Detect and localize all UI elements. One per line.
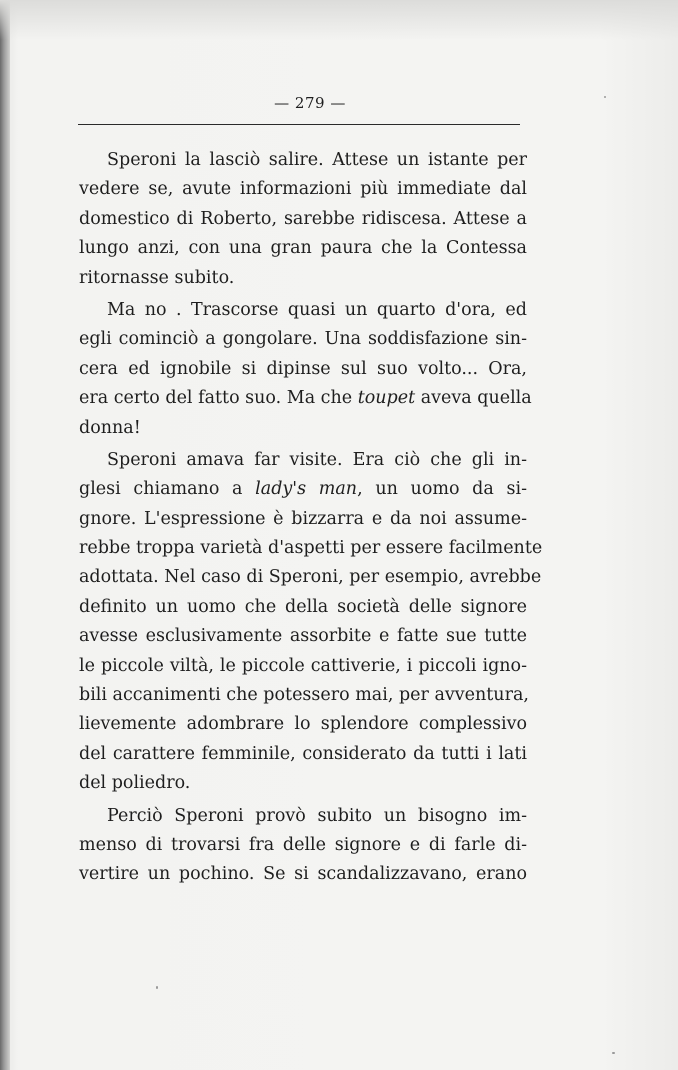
text-line: vedere se, avute informazioni più immediate dal [79,179,527,200]
body-text [79,146,543,890]
text-line: era certo del fatto suo. Ma che toupet aveva quella [79,388,532,409]
binding-edge [0,0,10,1070]
text-line: domestico di Roberto, sarebbe ridiscesa. Attese a [79,208,527,229]
text-line: egli cominciò a gongolare. Una soddisfazione sin- [79,329,527,350]
paper-speck [156,986,158,989]
paragraph-2 [79,296,532,443]
text-line: Ma no . Trascorse quasi un quarto d'ora, ed [107,299,527,320]
text-line: glesi chiamano a lady's man, un uomo da si- [79,479,527,500]
text-line: bili accanimenti che potessero mai, per avventura, [79,685,529,706]
text-line: lievemente adombrare lo splendore complessivo [79,714,527,735]
italic-phrase: lady's man [255,479,358,500]
paragraph-1 [79,146,527,293]
text-line: ritornasse subito. [79,267,235,288]
header-rule [78,124,520,125]
text-line: definito un uomo che della società delle signore [79,596,527,617]
paragraph-3 [79,446,543,799]
text-line: Perciò Speroni provò subito un bisogno im- [107,805,527,826]
text-line: del carattere femminile, considerato da tutti i lati [79,743,527,764]
paragraph-4 [79,802,527,890]
text-line: vertire un pochino. Se si scandalizzavano, erano [79,864,527,885]
text-line: menso di trovarsi fra delle signore e di farle di- [79,834,527,855]
paper-speck [604,96,606,98]
text-line: donna! [79,417,141,438]
text-line: cera ed ignobile si dipinse sul suo volto... Ora, [79,358,527,379]
page-top-shadow [0,0,678,40]
text-line: Speroni la lasciò salire. Attese un istante per [107,150,527,170]
text-line: adottata. Nel caso di Speroni, per esempio, avrebbe [79,567,542,588]
paper-speck [612,1052,615,1054]
text-line: del poliedro. [79,773,191,794]
text-line: avesse esclusivamente assorbite e fatte sue tutte [79,626,527,647]
text-line: gnore. L'espressione è bizzarra e da noi assume- [79,508,527,529]
text-line: le piccole viltà, le piccole cattiverie, i piccoli igno- [79,655,527,676]
page-number: — 279 — [274,94,346,112]
italic-phrase: toupet [357,388,416,409]
text-line: rebbe troppa varietà d'aspetti per essere facilmente [79,538,543,559]
text-line: lungo anzi, con una gran paura che la Contessa [79,238,527,259]
text-line: Speroni amava far visite. Era ciò che gli in- [107,449,527,470]
